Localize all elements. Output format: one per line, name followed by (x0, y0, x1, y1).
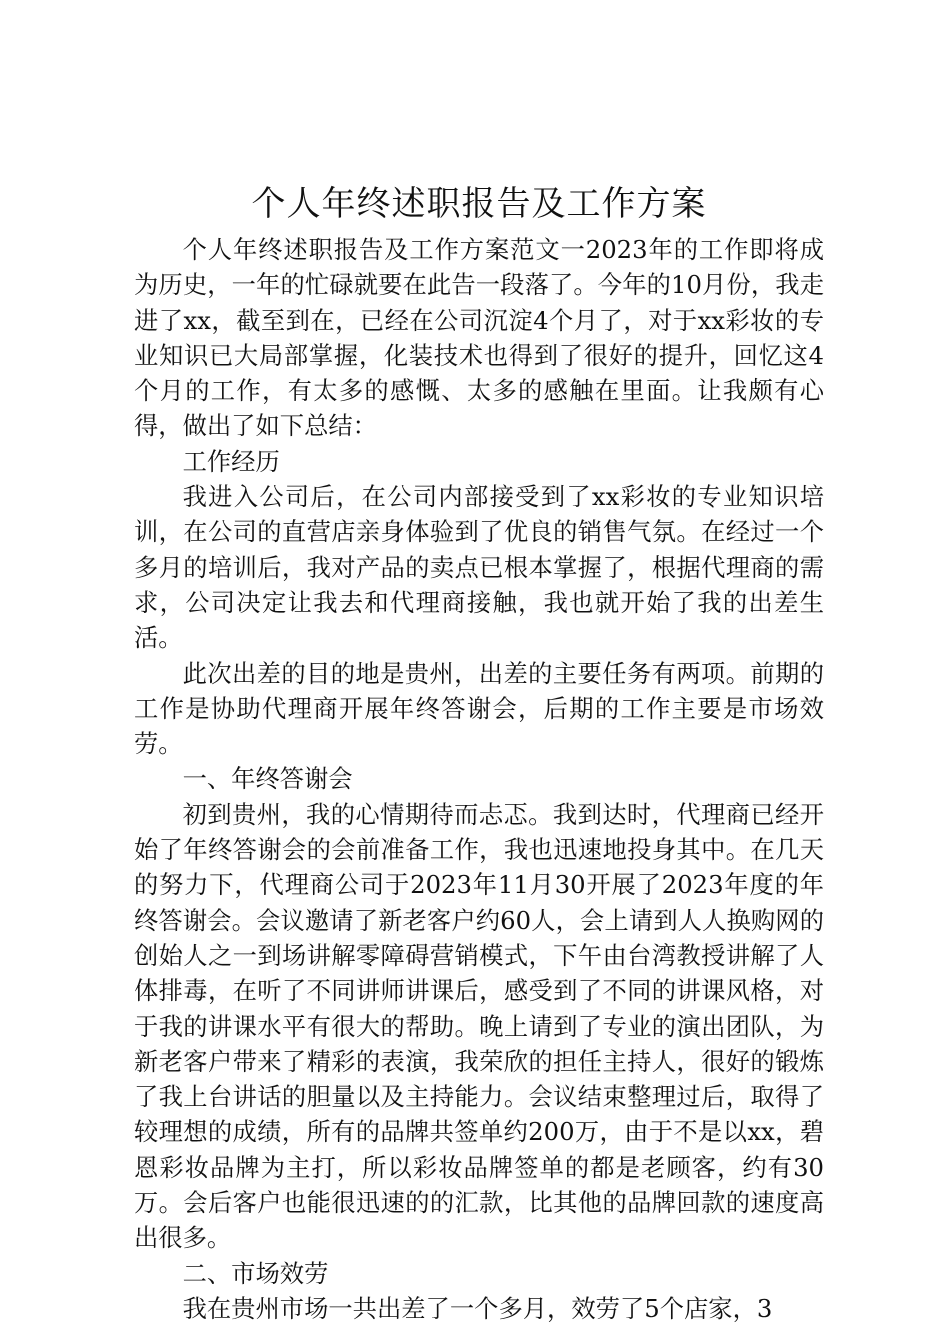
paragraph-trip-purpose: 此次出差的目的地是贵州，出差的主要任务有两项。前期的工作是协助代理商开展年终答谢会，后期的工作主要是市场效劳。 (134, 658, 824, 759)
section-heading-work-experience: 工作经历 (182, 446, 280, 476)
document-title: 个人年终述职报告及工作方案 (251, 184, 707, 224)
document-page (134, 180, 824, 1326)
paragraph-intro: 个人年终述职报告及工作方案范文一2023年的工作即将成为历史，一年的忙碌就要在此告一段落了。今年的10月份，我走进了xx，截至到在，已经在公司沉淀4个月了，对于xx彩妆的专业知识已大局部掌握，化装技术也得到了很好的提升，回忆这4个月的工作，有太多的感慨、太多的感触在里面。让我颇有心得，做出了如下总结： (134, 235, 824, 441)
paragraph-training: 我进入公司后，在公司内部接受到了xx彩妆的专业知识培训，在公司的直营店亲身体验到了优良的销售气氛。在经过一个多月的培训后，我对产品的卖点已根本掌握了，根据代理商的需求，公司决定让我去和代理商接触，我也就开始了我的出差生活。 (134, 482, 824, 653)
section-heading-year-end-meeting: 一、年终答谢会 (182, 764, 353, 794)
paragraph-market-service: 我在贵州市场一共出差了一个多月，效劳了5个店家，3 (182, 1293, 773, 1323)
section-heading-market-service: 二、市场效劳 (182, 1258, 329, 1288)
paragraph-year-end-meeting: 初到贵州，我的心情期待而忐忑。我到达时，代理商已经开始了年终答谢会的会前准备工作，我也迅速地投身其中。在几天的努力下，代理商公司于2023年11月30开展了2023年度的年终答谢会。会议邀请了新老客户约60人，会上请到人人换购网的创始人之一到场讲解零障碍营销模式，下午由台湾教授讲解了人体排毒，在听了不同讲师讲课后，感受到了不同的讲课风格，对于我的讲课水平有很大的帮助。晚上请到了专业的演出团队，为新老客户带来了精彩的表演，我荣欣的担任主持人，很好的锻炼了我上台讲话的胆量以及主持能力。会议结束整理过后，取得了较理想的成绩，所有的品牌共签单约200万，由于不是以xx，碧恩彩妆品牌为主打，所以彩妆品牌签单的都是老顾客，约有30万。会后客户也能很迅速的的汇款，比其他的品牌回款的速度高出很多。 (134, 799, 824, 1253)
